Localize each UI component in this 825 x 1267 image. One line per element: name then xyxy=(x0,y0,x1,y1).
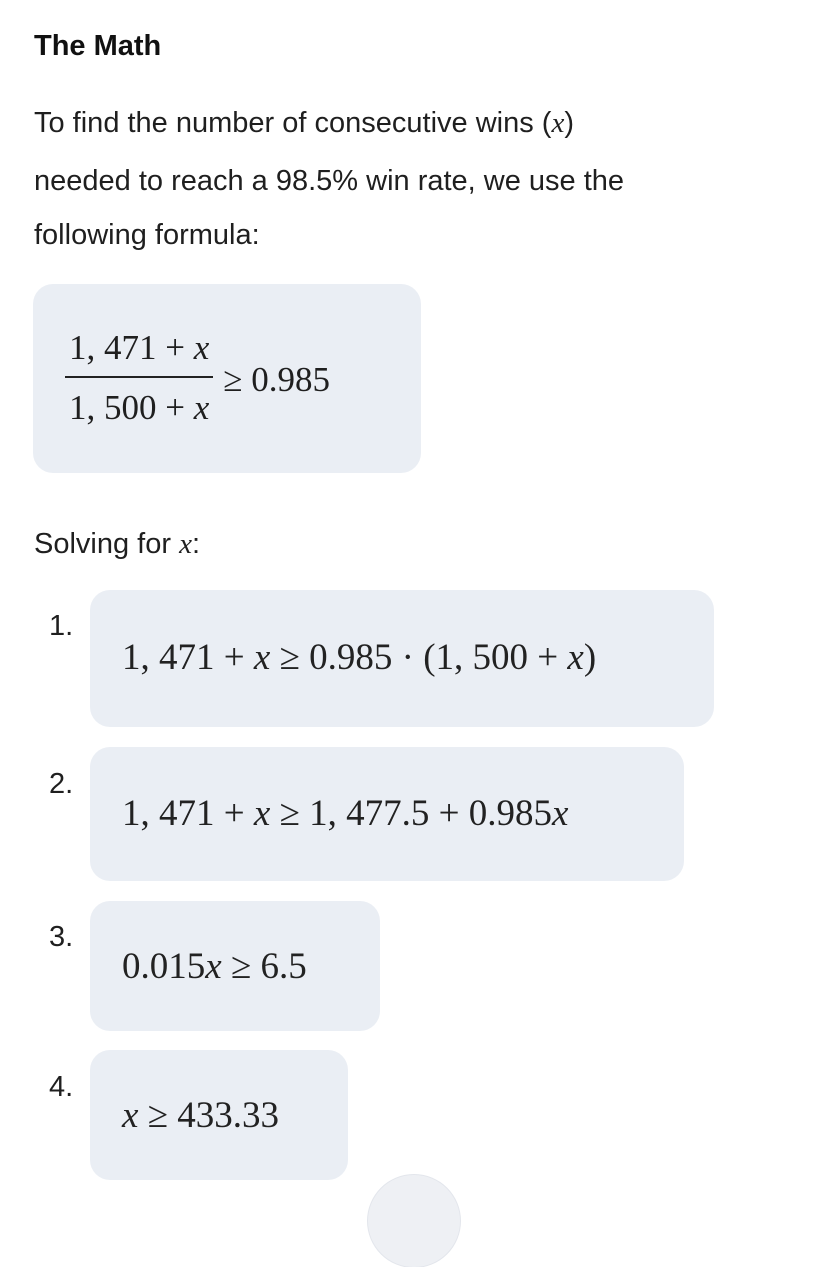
step-3-block xyxy=(90,901,380,1031)
step-number-4: 4. xyxy=(49,1071,74,1103)
step-number-1: 1. xyxy=(49,610,74,642)
step-number-3: 3. xyxy=(49,921,74,953)
step-1-block xyxy=(90,590,714,727)
fraction-numerator: 1, 471 + x xyxy=(69,328,210,367)
section-heading: The Math xyxy=(34,30,162,62)
step-2-expression: 1, 471 + x ≥ 1, 477.5 + 0.985x xyxy=(122,793,569,834)
fraction-denominator: 1, 500 + x xyxy=(69,388,210,427)
fraction xyxy=(65,328,213,428)
solving-label: Solving for x: xyxy=(34,528,201,560)
formula-block xyxy=(33,284,421,473)
variable-x: x xyxy=(551,107,565,139)
intro-line-1: To find the number of consecutive wins (x) xyxy=(34,107,574,139)
step-4-block xyxy=(90,1050,348,1180)
fraction-bar xyxy=(65,376,213,378)
formula-rhs: ≥ 0.985 xyxy=(223,360,331,399)
step-2-block xyxy=(90,747,684,881)
step-3-expression: 0.015x ≥ 6.5 xyxy=(122,946,307,987)
inequality-formula xyxy=(65,328,330,428)
scroll-down-button[interactable] xyxy=(368,1175,460,1267)
variable-x: x xyxy=(179,528,192,560)
step-4-expression: x ≥ 433.33 xyxy=(122,1095,279,1136)
intro-paragraph xyxy=(34,94,774,264)
intro-line-2: needed to reach a 98.5% win rate, we use the xyxy=(34,165,625,197)
step-1-expression: 1, 471 + x ≥ 0.985 · (1, 500 + x) xyxy=(122,637,597,678)
intro-line-3: following formula: xyxy=(34,219,260,251)
step-number-2: 2. xyxy=(49,768,74,800)
